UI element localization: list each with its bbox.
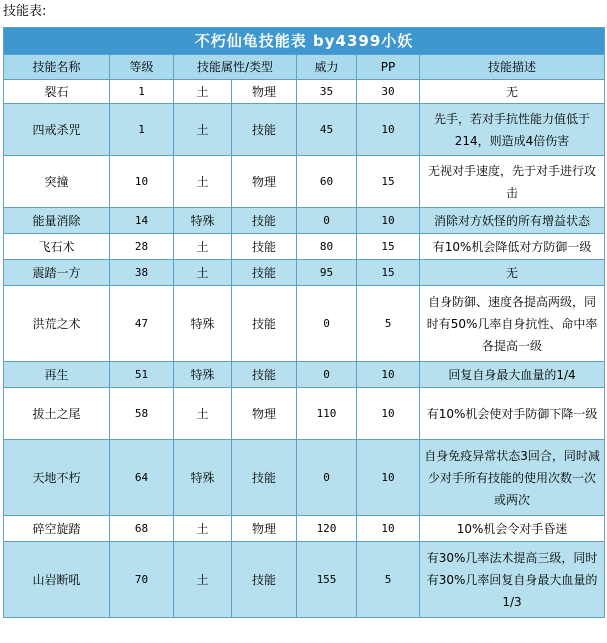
skill-type: 技能 xyxy=(232,542,297,618)
skill-power: 155 xyxy=(297,542,357,618)
table-row xyxy=(4,542,605,618)
skill-name: 四戒杀咒 xyxy=(4,104,110,156)
skill-level: 70 xyxy=(110,542,174,618)
table-row xyxy=(4,286,605,362)
page-heading: 技能表: xyxy=(3,4,47,19)
skill-description: 无 xyxy=(420,260,605,286)
skill-name: 洪荒之术 xyxy=(4,286,110,362)
table-title: 不朽仙龟技能表 by4399小妖 xyxy=(4,28,605,55)
skill-power: 120 xyxy=(297,516,357,542)
skill-attribute: 特殊 xyxy=(174,208,232,234)
skill-type: 物理 xyxy=(232,80,297,104)
column-header-level: 等级 xyxy=(110,55,174,80)
skill-pp: 5 xyxy=(357,542,420,618)
skill-power: 110 xyxy=(297,388,357,440)
skill-attribute: 土 xyxy=(174,542,232,618)
skill-power: 0 xyxy=(297,286,357,362)
skill-name: 飞石术 xyxy=(4,234,110,260)
skill-type: 技能 xyxy=(232,104,297,156)
skill-description: 自身免疫异常状态3回合，同时减少对手所有技能的使用次数一次或两次 xyxy=(420,440,605,516)
table-row xyxy=(4,208,605,234)
skill-name: 再生 xyxy=(4,362,110,388)
skill-description: 消除对方妖怪的所有增益状态 xyxy=(420,208,605,234)
column-header-desc: 技能描述 xyxy=(420,55,605,80)
skill-level: 58 xyxy=(110,388,174,440)
skill-attribute: 土 xyxy=(174,260,232,286)
table-row xyxy=(4,104,605,156)
skill-description: 无 xyxy=(420,80,605,104)
skill-power: 95 xyxy=(297,260,357,286)
table-row xyxy=(4,156,605,208)
skill-pp: 10 xyxy=(357,362,420,388)
skill-level: 14 xyxy=(110,208,174,234)
skill-attribute: 特殊 xyxy=(174,440,232,516)
skill-description: 无视对手速度，先于对手进行攻击 xyxy=(420,156,605,208)
skill-pp: 30 xyxy=(357,80,420,104)
skill-level: 64 xyxy=(110,440,174,516)
skill-power: 0 xyxy=(297,362,357,388)
skill-pp: 5 xyxy=(357,286,420,362)
skill-type: 技能 xyxy=(232,286,297,362)
skill-level: 47 xyxy=(110,286,174,362)
skill-description: 有30%几率法术提高三级，同时有30%几率回复自身最大血量的1/3 xyxy=(420,542,605,618)
skill-name: 碎空旋踏 xyxy=(4,516,110,542)
skill-description: 先手，若对手抗性能力值低于214，则造成4倍伤害 xyxy=(420,104,605,156)
skill-power: 60 xyxy=(297,156,357,208)
skill-attribute: 土 xyxy=(174,80,232,104)
skill-type: 物理 xyxy=(232,388,297,440)
skill-attribute: 特殊 xyxy=(174,362,232,388)
skill-level: 68 xyxy=(110,516,174,542)
skill-attribute: 特殊 xyxy=(174,286,232,362)
skill-name: 裂石 xyxy=(4,80,110,104)
skill-attribute: 土 xyxy=(174,156,232,208)
skill-pp: 10 xyxy=(357,208,420,234)
skill-description: 回复自身最大血量的1/4 xyxy=(420,362,605,388)
skill-power: 80 xyxy=(297,234,357,260)
skill-level: 28 xyxy=(110,234,174,260)
skill-type: 技能 xyxy=(232,440,297,516)
table-row xyxy=(4,260,605,286)
skill-type: 技能 xyxy=(232,234,297,260)
table-row xyxy=(4,80,605,104)
skill-table xyxy=(3,27,605,618)
skill-name: 震踏一方 xyxy=(4,260,110,286)
skill-name: 天地不朽 xyxy=(4,440,110,516)
skill-attribute: 土 xyxy=(174,104,232,156)
skill-pp: 15 xyxy=(357,156,420,208)
skill-pp: 15 xyxy=(357,260,420,286)
table-row xyxy=(4,234,605,260)
skill-description: 10%机会令对手昏迷 xyxy=(420,516,605,542)
column-header-power: 威力 xyxy=(297,55,357,80)
skill-name: 突撞 xyxy=(4,156,110,208)
skill-level: 51 xyxy=(110,362,174,388)
skill-name: 拔土之尾 xyxy=(4,388,110,440)
skill-rows xyxy=(4,80,605,618)
skill-pp: 15 xyxy=(357,234,420,260)
table-row xyxy=(4,388,605,440)
skill-level: 1 xyxy=(110,104,174,156)
skill-type: 技能 xyxy=(232,362,297,388)
skill-description: 自身防御、速度各提高两级，同时有50%几率自身抗性、命中率各提高一级 xyxy=(420,286,605,362)
skill-name: 山岩断吼 xyxy=(4,542,110,618)
skill-pp: 10 xyxy=(357,388,420,440)
skill-level: 10 xyxy=(110,156,174,208)
skill-pp: 10 xyxy=(357,104,420,156)
skill-type: 物理 xyxy=(232,156,297,208)
column-header-name: 技能名称 xyxy=(4,55,110,80)
skill-description: 有10%机会降低对方防御一级 xyxy=(420,234,605,260)
skill-power: 0 xyxy=(297,440,357,516)
skill-type: 技能 xyxy=(232,260,297,286)
skill-power: 35 xyxy=(297,80,357,104)
column-header-attr-type: 技能属性/类型 xyxy=(174,55,297,80)
skill-power: 0 xyxy=(297,208,357,234)
skill-attribute: 土 xyxy=(174,388,232,440)
skill-level: 1 xyxy=(110,80,174,104)
table-row xyxy=(4,516,605,542)
skill-level: 38 xyxy=(110,260,174,286)
skill-attribute: 土 xyxy=(174,234,232,260)
table-row xyxy=(4,440,605,516)
skill-name: 能量消除 xyxy=(4,208,110,234)
skill-pp: 10 xyxy=(357,516,420,542)
skill-type: 物理 xyxy=(232,516,297,542)
skill-power: 45 xyxy=(297,104,357,156)
table-row xyxy=(4,362,605,388)
skill-pp: 10 xyxy=(357,440,420,516)
column-header-pp: PP xyxy=(357,55,420,80)
skill-attribute: 土 xyxy=(174,516,232,542)
skill-type: 技能 xyxy=(232,208,297,234)
skill-description: 有10%机会使对手防御下降一级 xyxy=(420,388,605,440)
